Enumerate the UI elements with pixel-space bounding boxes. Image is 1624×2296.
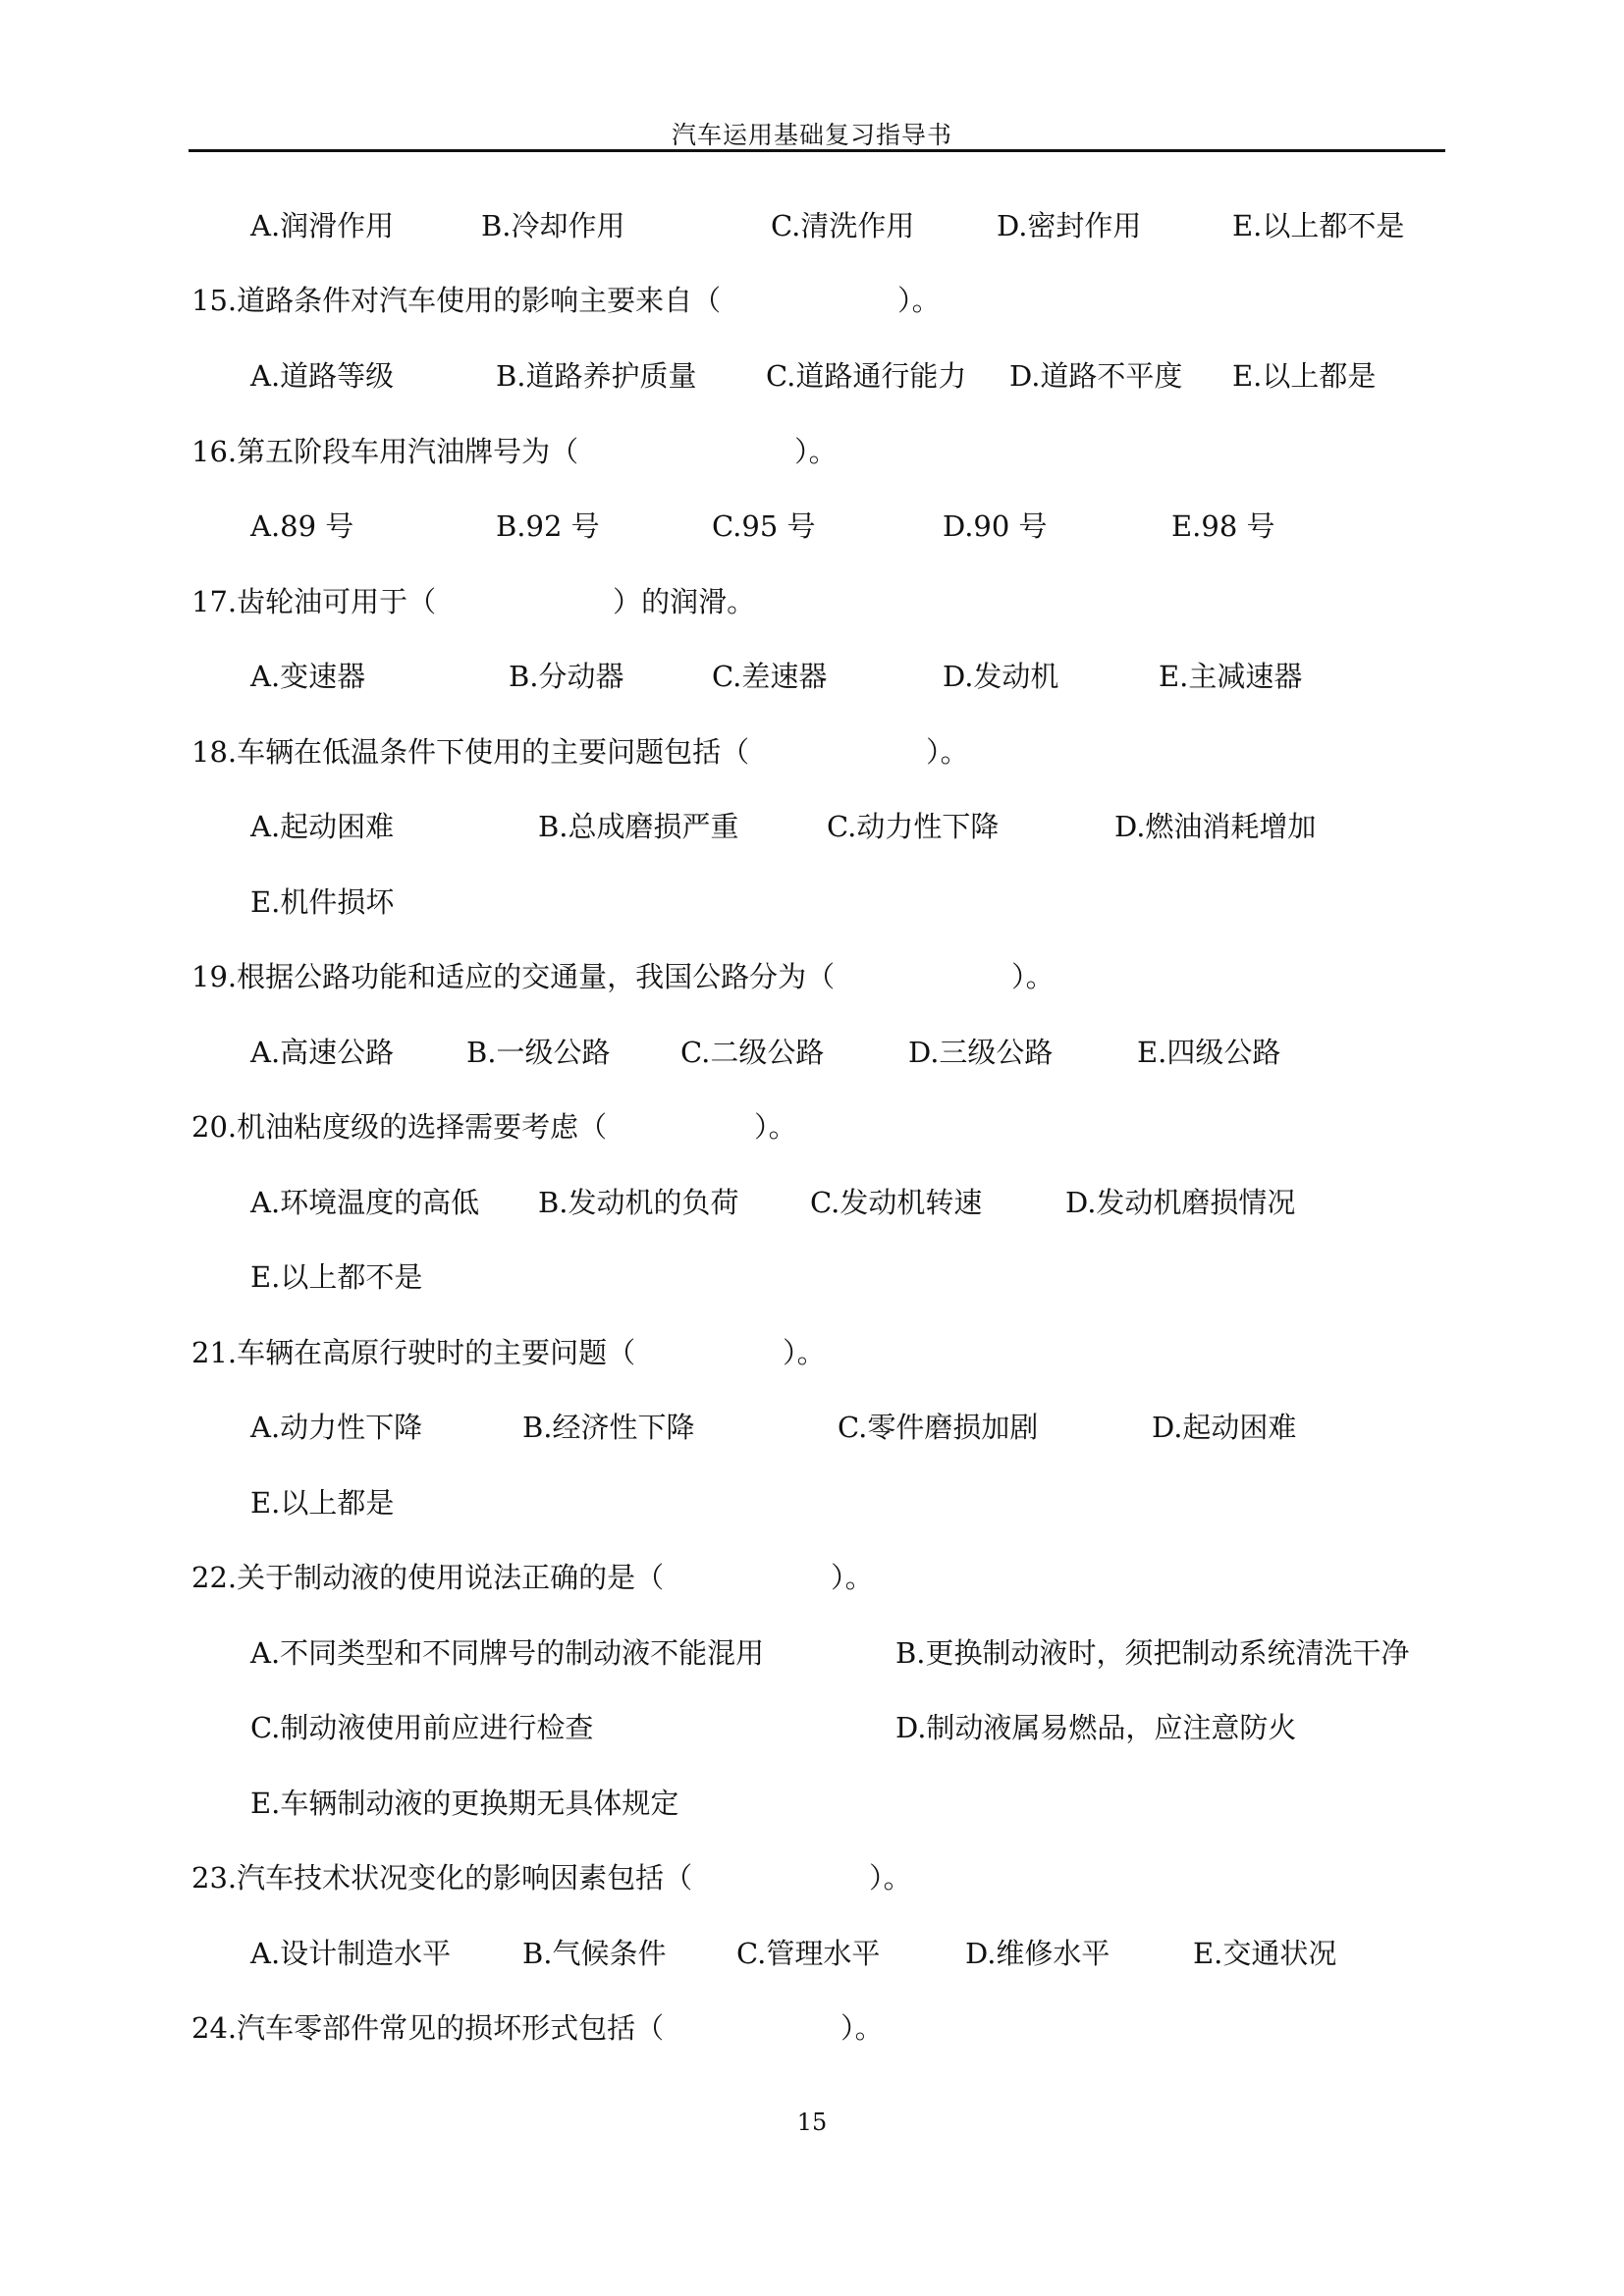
q17-stem xyxy=(191,582,755,621)
q19-option-e: E.四级公路 xyxy=(1137,1036,1281,1069)
q20-option-b: B.发动机的负荷 xyxy=(538,1186,739,1219)
q19-options xyxy=(0,1033,1624,1072)
q19-stem-end: ）。 xyxy=(1011,960,1055,993)
q16-option-b: B.92 号 xyxy=(496,509,600,543)
q20-options xyxy=(0,1183,1624,1222)
q21-stem-start: 21.车辆在高原行驶时的主要问题（ xyxy=(191,1336,636,1369)
q15-option-d: D.道路不平度 xyxy=(1009,359,1183,393)
q14-options xyxy=(0,206,1624,245)
q16-options xyxy=(0,507,1624,546)
q21-option-d: D.起动困难 xyxy=(1152,1411,1297,1444)
q22-stem xyxy=(191,1558,874,1597)
q15-stem xyxy=(191,281,941,320)
q16-option-c: C.95 号 xyxy=(712,509,816,543)
q19-stem xyxy=(191,957,1055,996)
q18-options xyxy=(0,807,1624,846)
q17-options xyxy=(0,657,1624,696)
q15-option-e: E.以上都是 xyxy=(1232,359,1377,393)
q14-option-a: A.润滑作用 xyxy=(250,209,395,242)
q14-option-b: B.冷却作用 xyxy=(481,209,625,242)
q23-option-e: E.交通状况 xyxy=(1193,1937,1337,1970)
q23-option-b: B.气候条件 xyxy=(522,1937,667,1970)
q22-stem-end: ）。 xyxy=(831,1561,874,1594)
q14-option-c: C.清洗作用 xyxy=(771,209,915,242)
q22-option-d: D.制动液属易燃品，应注意防火 xyxy=(895,1711,1297,1744)
q22-options xyxy=(0,1633,1624,1673)
q20-stem-start: 20.机油粘度级的选择需要考虑（ xyxy=(191,1110,608,1144)
q19-option-d: D.三级公路 xyxy=(908,1036,1054,1069)
q20-stem-end: ）。 xyxy=(754,1110,797,1144)
q15-option-c: C.道路通行能力 xyxy=(766,359,967,393)
q17-option-b: B.分动器 xyxy=(509,660,624,693)
q19-option-b: B.一级公路 xyxy=(466,1036,611,1069)
q23-option-d: D.维修水平 xyxy=(965,1937,1110,1970)
q21-option-c: C.零件磨损加剧 xyxy=(838,1411,1039,1444)
q21-options xyxy=(0,1408,1624,1447)
q23-option-c: C.管理水平 xyxy=(736,1937,881,1970)
q22-option-a: A.不同类型和不同牌号的制动液不能混用 xyxy=(250,1636,765,1670)
page-number: 15 xyxy=(796,2109,828,2136)
q20-option-e: E.以上都不是 xyxy=(250,1260,423,1294)
q22-options-line2 xyxy=(0,1708,1624,1747)
q15-option-a: A.道路等级 xyxy=(250,359,395,393)
q23-options xyxy=(0,1934,1624,1973)
q21-option-e: E.以上都是 xyxy=(250,1486,395,1520)
q15-options xyxy=(0,356,1624,396)
q22-stem-start: 22.关于制动液的使用说法正确的是（ xyxy=(191,1561,665,1594)
q23-option-a: A.设计制造水平 xyxy=(250,1937,452,1970)
q19-stem-start: 19.根据公路功能和适应的交通量，我国公路分为（ xyxy=(191,960,836,993)
q16-option-d: D.90 号 xyxy=(943,509,1048,543)
q16-stem-start: 16.第五阶段车用汽油牌号为（ xyxy=(191,435,579,468)
q17-option-c: C.差速器 xyxy=(712,660,828,693)
q23-stem xyxy=(191,1858,912,1897)
q17-stem-start: 17.齿轮油可用于（ xyxy=(191,585,437,618)
q18-options-line2 xyxy=(0,882,1624,922)
q19-option-a: A.高速公路 xyxy=(250,1036,395,1069)
q15-stem-end: ）。 xyxy=(897,284,941,317)
q17-option-e: E.主减速器 xyxy=(1159,660,1303,693)
q20-options-line2 xyxy=(0,1257,1624,1297)
q20-option-c: C.发动机转速 xyxy=(810,1186,983,1219)
q18-option-d: D.燃油消耗增加 xyxy=(1114,810,1317,843)
q18-stem xyxy=(191,732,969,772)
q18-option-c: C.动力性下降 xyxy=(827,810,1000,843)
q18-stem-start: 18.车辆在低温条件下使用的主要问题包括（ xyxy=(191,735,750,769)
q18-stem-end: ）。 xyxy=(926,735,969,769)
q21-options-line2 xyxy=(0,1483,1624,1522)
q15-option-b: B.道路养护质量 xyxy=(496,359,697,393)
q21-stem-end: ）。 xyxy=(783,1336,826,1369)
q20-stem xyxy=(191,1107,797,1147)
header-title: 汽车运用基础复习指导书 xyxy=(671,121,952,149)
q23-stem-end: ）。 xyxy=(869,1861,912,1895)
q16-option-a: A.89 号 xyxy=(250,509,354,543)
q20-option-a: A.环境温度的高低 xyxy=(250,1186,480,1219)
q22-option-c: C.制动液使用前应进行检查 xyxy=(250,1711,594,1744)
q20-option-d: D.发动机磨损情况 xyxy=(1065,1186,1296,1219)
q18-option-b: B.总成磨损严重 xyxy=(538,810,739,843)
q16-stem-end: ）。 xyxy=(794,435,838,468)
q18-option-a: A.起动困难 xyxy=(250,810,395,843)
q17-stem-end: ）的润滑。 xyxy=(613,585,756,618)
q22-option-e: E.车辆制动液的更换期无具体规定 xyxy=(250,1787,679,1820)
q14-option-d: D.密封作用 xyxy=(997,209,1142,242)
q18-option-e: E.机件损坏 xyxy=(250,885,395,919)
q22-option-b: B.更换制动液时，须把制动系统清洗干净 xyxy=(895,1636,1410,1670)
q14-option-e: E.以上都不是 xyxy=(1232,209,1405,242)
q21-option-a: A.动力性下降 xyxy=(250,1411,423,1444)
q16-stem xyxy=(191,432,838,471)
q22-options-line3 xyxy=(0,1784,1624,1823)
q19-option-c: C.二级公路 xyxy=(680,1036,825,1069)
q24-stem-start: 24.汽车零部件常见的损坏形式包括（ xyxy=(191,2011,665,2045)
q16-option-e: E.98 号 xyxy=(1171,509,1275,543)
q24-stem xyxy=(191,2008,884,2048)
q15-stem-start: 15.道路条件对汽车使用的影响主要来自（ xyxy=(191,284,722,317)
q21-stem xyxy=(191,1333,826,1372)
q24-stem-end: ）。 xyxy=(840,2011,884,2045)
q21-option-b: B.经济性下降 xyxy=(522,1411,695,1444)
q23-stem-start: 23.汽车技术状况变化的影响因素包括（ xyxy=(191,1861,693,1895)
q17-option-a: A.变速器 xyxy=(250,660,366,693)
q17-option-d: D.发动机 xyxy=(943,660,1059,693)
